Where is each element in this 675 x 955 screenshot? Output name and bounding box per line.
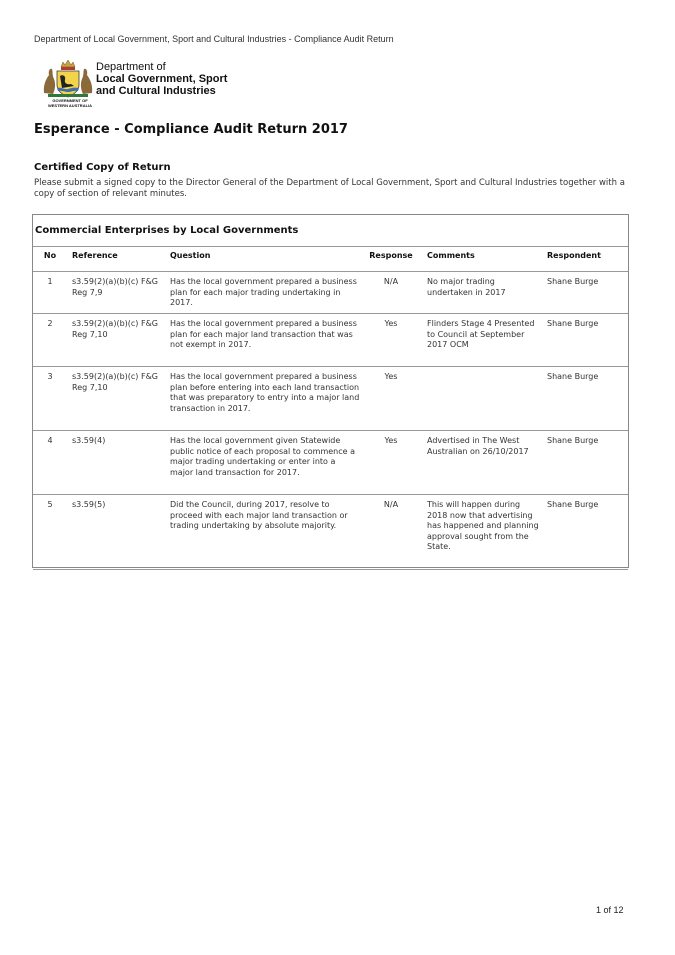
cell-question: Did the Council, during 2017, resolve to proceed with each major land transaction or trading undertaking by absolute majority. bbox=[166, 495, 360, 570]
header-comments: Comments bbox=[422, 247, 541, 272]
crest-caption bbox=[42, 98, 98, 108]
table-header-row bbox=[33, 247, 628, 272]
department-name-line: Department of bbox=[96, 61, 166, 73]
cell-reference: s3.59(2)(a)(b)(c) F&G Reg 7,10 bbox=[67, 367, 166, 431]
department-logo bbox=[38, 55, 238, 110]
cell-no: 2 bbox=[33, 314, 67, 367]
cell-respondent: Shane Burge bbox=[541, 495, 628, 570]
cell-no: 4 bbox=[33, 431, 67, 495]
header-reference: Reference bbox=[67, 247, 166, 272]
crest-caption-line: WESTERN AUSTRALIA bbox=[47, 103, 93, 108]
cell-reference: s3.59(2)(a)(b)(c) F&G Reg 7,10 bbox=[67, 314, 166, 367]
cell-respondent: Shane Burge bbox=[541, 272, 628, 314]
cell-question: Has the local government prepared a business plan for each major trading undertaking in 2017. bbox=[166, 272, 360, 314]
cell-respondent: Shane Burge bbox=[541, 431, 628, 495]
cell-no: 5 bbox=[33, 495, 67, 570]
cell-respondent: Shane Burge bbox=[541, 367, 628, 431]
table-title: Commercial Enterprises by Local Governments bbox=[35, 225, 299, 236]
cell-comments: Flinders Stage 4 Presented to Council at September 2017 OCM bbox=[422, 314, 541, 367]
header-response: Response bbox=[360, 247, 422, 272]
page-title: Esperance - Compliance Audit Return 2017 bbox=[34, 122, 348, 137]
cell-reference: s3.59(5) bbox=[67, 495, 166, 570]
table-row bbox=[33, 367, 628, 431]
cell-response: N/A bbox=[360, 495, 422, 570]
header-respondent: Respondent bbox=[541, 247, 628, 272]
cell-comments: No major trading undertaken in 2017 bbox=[422, 272, 541, 314]
compliance-table-panel bbox=[32, 214, 629, 568]
cell-comments bbox=[422, 367, 541, 431]
cell-no: 3 bbox=[33, 367, 67, 431]
cell-question: Has the local government prepared a business plan before entering into each land transaction that was preparatory to entry into a major land transaction in 2017. bbox=[166, 367, 360, 431]
department-name-line: and Cultural Industries bbox=[96, 85, 216, 97]
table-row bbox=[33, 314, 628, 367]
cell-response: N/A bbox=[360, 272, 422, 314]
table-row bbox=[33, 272, 628, 314]
running-header: Department of Local Government, Sport and Cultural Industries - Compliance Audit Return bbox=[34, 34, 394, 44]
cell-respondent: Shane Burge bbox=[541, 314, 628, 367]
cell-response: Yes bbox=[360, 431, 422, 495]
department-name bbox=[96, 61, 227, 97]
cell-comments: This will happen during 2018 now that advertising has happened and planning approval sought from the State. bbox=[422, 495, 541, 570]
cell-response: Yes bbox=[360, 314, 422, 367]
page-number: 1 of 12 bbox=[596, 905, 624, 915]
compliance-table bbox=[33, 246, 628, 570]
crest-caption-line: GOVERNMENT OF bbox=[52, 98, 88, 103]
certified-instructions: Please submit a signed copy to the Director General of the Department of Local Government, Sport and Cultural Industries together with a copy of section of relevant minutes. bbox=[34, 178, 625, 199]
cell-question: Has the local government prepared a business plan for each major land transaction that was not exempt in 2017. bbox=[166, 314, 360, 367]
header-no: No bbox=[33, 247, 67, 272]
cell-reference: s3.59(2)(a)(b)(c) F&G Reg 7,9 bbox=[67, 272, 166, 314]
certified-heading: Certified Copy of Return bbox=[34, 162, 171, 173]
cell-comments: Advertised in The West Australian on 26/10/2017 bbox=[422, 431, 541, 495]
cell-no: 1 bbox=[33, 272, 67, 314]
cell-response: Yes bbox=[360, 367, 422, 431]
table-row bbox=[33, 495, 628, 570]
cell-reference: s3.59(4) bbox=[67, 431, 166, 495]
department-name-line: Local Government, Sport bbox=[96, 73, 228, 85]
header-question: Question bbox=[166, 247, 360, 272]
cell-question: Has the local government given Statewide public notice of each proposal to commence a major trading undertaking or enter into a major land transaction for 2017. bbox=[166, 431, 360, 495]
table-row bbox=[33, 431, 628, 495]
